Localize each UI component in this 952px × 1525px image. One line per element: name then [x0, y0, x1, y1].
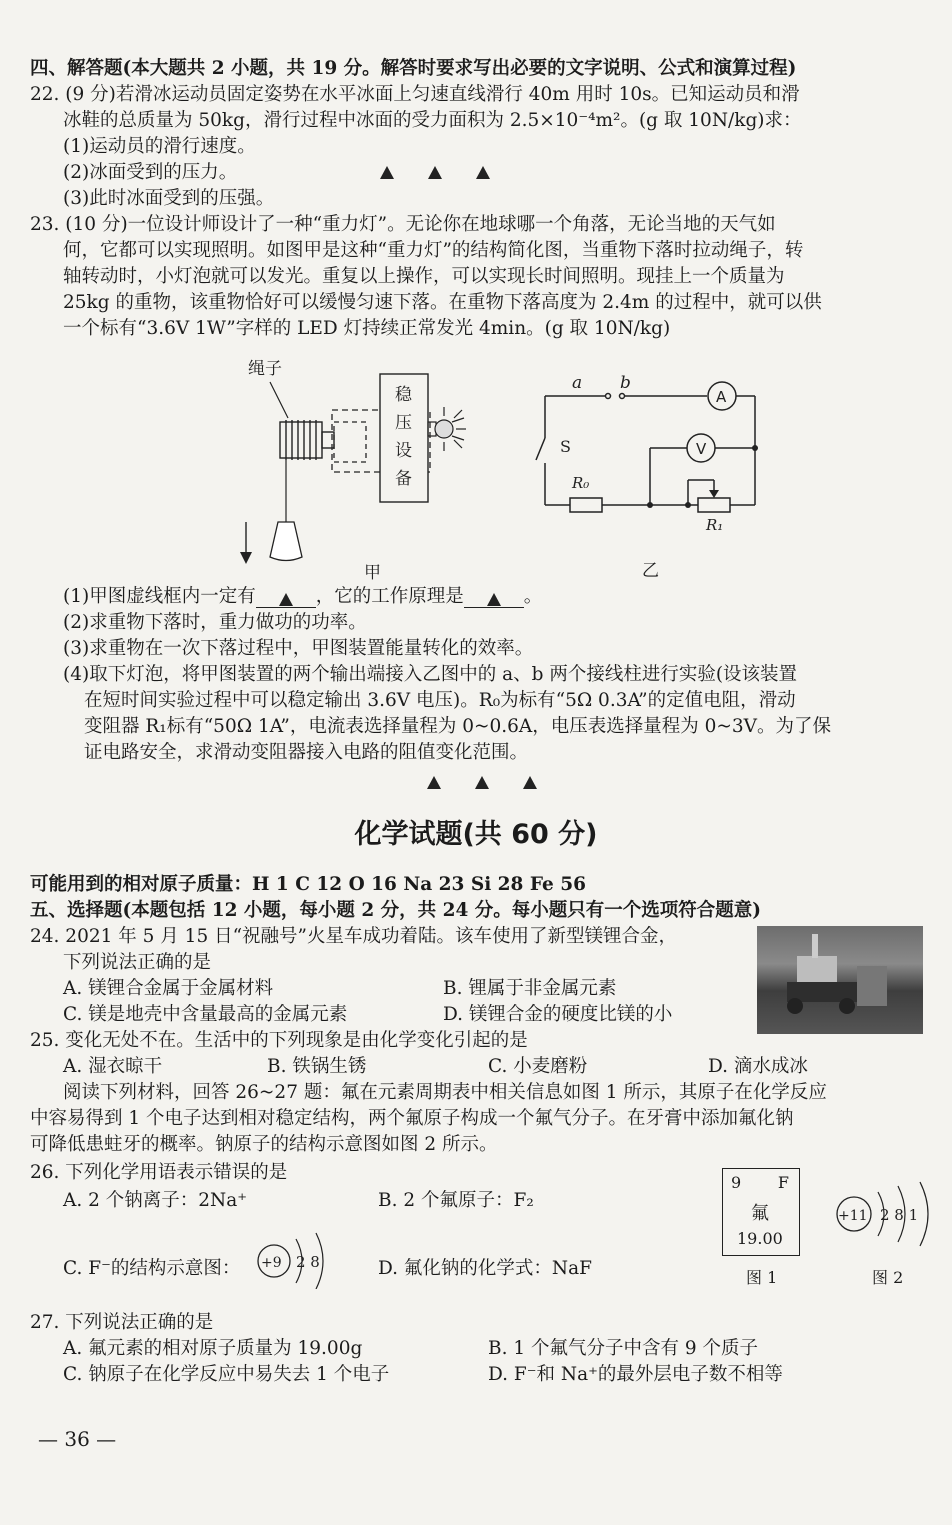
triangle-icon [475, 776, 489, 789]
answer-blank[interactable] [256, 587, 316, 608]
q23-part1-text: ，它的工作原理是 [315, 586, 464, 607]
regulator-char: 稳 [395, 385, 412, 405]
atomic-number: 9 [731, 1173, 742, 1192]
q23-part4-line3: 变阻器 R₁标有“50Ω 1A”，电流表选择量程为 0~0.6A，电压表选择量程为 0~3V。为了保 [84, 716, 832, 737]
q22-stem-line2: 冰鞋的总质量为 50kg，滑行过程中冰面的受力面积为 2.5×10⁻⁴m²。(g 取 10N/kg)求： [63, 110, 802, 131]
q25-option-c[interactable]: C. 小麦磨粉 [488, 1056, 588, 1077]
r1-label: R₁ [706, 516, 724, 534]
q23-stem-line5: 一个标有“3.6V 1W”字样的 LED 灯持续正常发光 4min。(g 取 10N/kg) [63, 318, 671, 339]
q27-stem: 27. 下列说法正确的是 [30, 1312, 214, 1333]
element-symbol: F [777, 1173, 789, 1192]
figure-jia [230, 352, 480, 587]
terminal-a-label: a [572, 373, 583, 393]
q26-option-c[interactable] [63, 1256, 240, 1282]
q25-option-a[interactable]: A. 湿衣晾干 [63, 1056, 163, 1077]
triangle-icon [476, 166, 490, 179]
q23-stem-line2: 何，它都可以实现照明。如图甲是这种“重力灯”的结构简化图，当重物下落时拉动绳子，转 [63, 240, 804, 261]
fig-jia-caption: 甲 [364, 563, 381, 583]
q24-option-c[interactable]: C. 镁是地壳中含量最高的金属元素 [63, 1004, 348, 1025]
q26-stem: 26. 下列化学用语表示错误的是 [30, 1162, 288, 1183]
switch-label: S [560, 437, 571, 456]
q24-option-a[interactable]: A. 镁锂合金属于金属材料 [63, 978, 274, 999]
q27-option-a[interactable]: A. 氟元素的相对原子质量为 19.00g [63, 1338, 363, 1359]
triangle-icon [279, 593, 293, 606]
element-name: 氟 [751, 1203, 769, 1224]
fig1-caption: 图 1 [746, 1268, 778, 1287]
q25-option-d[interactable]: D. 滴水成冰 [708, 1056, 808, 1077]
rope-label: 绳子 [248, 359, 282, 379]
q27-option-d[interactable]: D. F⁻和 Na⁺的最外层电子数不相等 [488, 1364, 783, 1385]
q24-option-d[interactable]: D. 镁锂合金的硬度比镁的小 [443, 1004, 673, 1025]
q23-part4-line1: (4)取下灯泡，将甲图装置的两个输出端接入乙图中的 a、b 两个接线柱进行实验(设该装置 [63, 664, 798, 685]
regulator-char: 压 [395, 413, 412, 433]
q23-stem-line1: 23. (10 分)一位设计师设计了一种“重力灯”。无论你在地球哪一个角落，无论当地的天气如 [30, 214, 776, 235]
rope-pointer [270, 382, 288, 418]
answer-triangles [410, 770, 554, 796]
page-number: — 36 — [38, 1427, 117, 1451]
triangle-icon [380, 166, 394, 179]
rheostat-r1 [698, 498, 730, 512]
q27-option-c[interactable]: C. 钠原子在化学反应中易失去 1 个电子 [63, 1364, 390, 1385]
answer-triangles [363, 162, 507, 183]
q23-part4-line2: 在短时间实验过程中可以稳定输出 3.6V 电压)。R₀为标有“5Ω 0.3A”的定值电阻，滑动 [84, 690, 796, 711]
q23-part1 [63, 584, 542, 610]
reading-line2: 中容易得到 1 个电子达到相对稳定结构，两个氟原子构成一个氟气分子。在牙膏中添加氟化钠 [30, 1108, 794, 1129]
switch-icon [536, 438, 545, 460]
q26-option-b[interactable]: B. 2 个氟原子：F₂ [378, 1190, 534, 1211]
q22-part2: (2)冰面受到的压力。 [63, 162, 238, 183]
reading-line1: 阅读下列材料，回答 26~27 题：氟在元素周期表中相关信息如图 1 所示，其原子在化学反应 [63, 1082, 827, 1103]
atomic-mass: 19.00 [737, 1229, 783, 1248]
q24-stem-line1: 24. 2021 年 5 月 15 日“祝融号”火星车成功着陆。该车使用了新型镁锂合金， [30, 926, 678, 947]
q27-option-b[interactable]: B. 1 个氟气分子中含有 9 个质子 [488, 1338, 759, 1359]
section-5-header: 五、选择题(本题包括 12 小题，每小题 2 分，共 24 分。每小题只有一个选项符合题意) [30, 900, 762, 921]
q26-option-a[interactable]: A. 2 个钠离子：2Na⁺ [63, 1190, 248, 1211]
fluoride-ion-diagram [250, 1225, 350, 1289]
triangle-icon [427, 776, 441, 789]
section-4-header: 四、解答题(本大题共 2 小题，共 19 分。解答时要求写出必要的文字说明、公式和演算过程) [30, 58, 797, 79]
q25-option-b[interactable]: B. 铁锅生锈 [267, 1056, 367, 1077]
q23-stem-line4: 25kg 的重物，该重物恰好可以缓慢匀速下落。在重物下落高度为 2.4m 的过程中，就可以供 [63, 292, 822, 313]
fig2-caption: 图 2 [872, 1268, 904, 1287]
regulator-char: 备 [395, 469, 412, 489]
q26-option-c-text: C. F⁻的结构示意图： [63, 1258, 241, 1279]
figure-yi-circuit [530, 368, 790, 583]
q23-part1-text: 。 [523, 586, 543, 607]
q23-part2: (2)求重物下落时，重力做功的功率。 [63, 612, 367, 633]
atomic-mass-line: 可能用到的相对原子质量：H 1 C 12 O 16 Na 23 Si 28 Fe 56 [30, 874, 586, 895]
ammeter-label: A [716, 388, 727, 406]
q22-part3: (3)此时冰面受到的压强。 [63, 188, 275, 209]
q23-part4-line4: 证电路安全，求滑动变阻器接入电路的阻值变化范围。 [84, 742, 529, 763]
mars-rover-photo [757, 926, 923, 1034]
q22-part1: (1)运动员的滑行速度。 [63, 136, 256, 157]
shell-electrons: 2 8 1 [880, 1206, 919, 1224]
q25-stem: 25. 变化无处不在。生活中的下列现象是由化学变化引起的是 [30, 1030, 528, 1051]
weight-icon [270, 522, 302, 561]
dashed-box-small [334, 422, 366, 462]
sodium-atom-diagram [832, 1180, 947, 1250]
fig-yi-caption: 乙 [642, 561, 659, 581]
answer-blank[interactable] [464, 587, 524, 608]
r0-label: R₀ [572, 474, 590, 492]
reading-line3: 可降低患蛀牙的概率。钠原子的结构示意图如图 2 所示。 [30, 1134, 498, 1155]
q23-part1-text: (1)甲图虚线框内一定有 [63, 586, 256, 607]
q24-option-b[interactable]: B. 锂属于非金属元素 [443, 978, 617, 999]
element-card-fluorine [722, 1168, 800, 1256]
triangle-icon [523, 776, 537, 789]
resistor-r0 [570, 498, 602, 512]
q23-part3: (3)求重物在一次下落过程中，甲图装置能量转化的效率。 [63, 638, 534, 659]
q22-part2-row [63, 160, 507, 186]
voltmeter-label: V [696, 440, 707, 458]
q23-stem-line3: 轴转动时，小灯泡就可以发光。重复以上操作，可以实现长时间照明。现挂上一个质量为 [63, 266, 785, 287]
regulator-char: 设 [395, 441, 412, 461]
shell-electrons: 2 8 [296, 1253, 320, 1271]
coil [280, 420, 334, 460]
q24-stem-line2: 下列说法正确的是 [63, 952, 212, 973]
terminal-b-label: b [620, 373, 631, 393]
q26-option-d[interactable]: D. 氟化钠的化学式：NaF [378, 1258, 592, 1279]
bulb-icon [428, 407, 466, 451]
triangle-icon [428, 166, 442, 179]
nucleus-label: +11 [838, 1208, 868, 1224]
chem-title: 化学试题(共 60 分) [354, 819, 598, 850]
triangle-icon [487, 593, 501, 606]
nucleus-label: +9 [261, 1255, 282, 1271]
q22-stem-line1: 22. (9 分)若滑冰运动员固定姿势在水平冰面上匀速直线滑行 40m 用时 10s。已知运动员和滑 [30, 84, 800, 105]
